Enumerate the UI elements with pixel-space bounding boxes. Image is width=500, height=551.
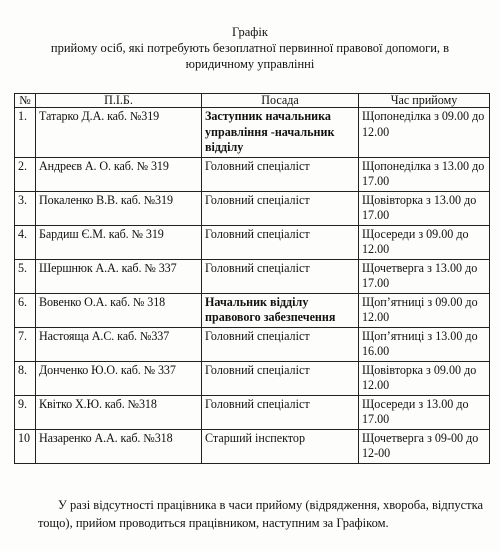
cell-position: Головний спеціаліст — [202, 191, 359, 225]
cell-name: Бардиш Є.М. каб. № 319 — [36, 225, 202, 259]
cell-time: Щоп’ятниці з 13.00 до 16.00 — [359, 327, 490, 361]
cell-number: 7. — [15, 327, 36, 361]
cell-time: Щопонеділка з 13.00 до 17.00 — [359, 157, 490, 191]
cell-number: 2. — [15, 157, 36, 191]
table-row — [15, 395, 490, 429]
cell-name: Настояща А.С. каб. №337 — [36, 327, 202, 361]
cell-name: Шершнюк А.А. каб. № 337 — [36, 259, 202, 293]
footer-note: У разі відсутності працівника в часи прийому (відрядження, хвороба, відпустка тощо), прийом проводиться працівником, наступним за Графіком. — [38, 498, 484, 530]
cell-time: Щоп’ятниці з 09.00 до 12.00 — [359, 293, 490, 327]
table-row — [15, 259, 490, 293]
cell-time: Щосереди з 09.00 до 12.00 — [359, 225, 490, 259]
document-header — [0, 24, 500, 72]
cell-time: Щопонеділка з 09.00 до 12.00 — [359, 108, 490, 158]
cell-name: Андреєв А. О. каб. № 319 — [36, 157, 202, 191]
cell-name: Покаленко В.В. каб. №319 — [36, 191, 202, 225]
cell-number: 10 — [15, 429, 36, 463]
cell-name: Назаренко А.А. каб. №318 — [36, 429, 202, 463]
cell-number: 6. — [15, 293, 36, 327]
cell-position: Головний спеціаліст — [202, 157, 359, 191]
column-header-number: № — [15, 94, 36, 108]
table-row — [15, 157, 490, 191]
cell-time: Щосереди з 13.00 до 17.00 — [359, 395, 490, 429]
cell-position: Головний спеціаліст — [202, 259, 359, 293]
cell-time: Щочетверга з 09-00 до 12-00 — [359, 429, 490, 463]
document-subtitle-line2: юридичному управлінні — [185, 57, 315, 71]
table-row — [15, 361, 490, 395]
cell-position: Головний спеціаліст — [202, 395, 359, 429]
cell-number: 1. — [15, 108, 36, 158]
cell-number: 4. — [15, 225, 36, 259]
cell-time: Щочетверга з 13.00 до 17.00 — [359, 259, 490, 293]
table-row — [15, 225, 490, 259]
column-header-position: Посада — [202, 94, 359, 108]
column-header-name: П.І.Б. — [36, 94, 202, 108]
cell-name: Вовенко О.А. каб. № 318 — [36, 293, 202, 327]
cell-time: Щовівторка з 09.00 до 12.00 — [359, 361, 490, 395]
table-header-row — [15, 94, 490, 108]
reception-schedule-table — [14, 93, 490, 464]
cell-position: Начальник відділу правового забезпечення — [202, 293, 359, 327]
table-row — [15, 327, 490, 361]
column-header-time: Час прийому — [359, 94, 490, 108]
cell-position: Заступник начальника управління -начальник відділу — [202, 108, 359, 158]
cell-position: Головний спеціаліст — [202, 361, 359, 395]
cell-number: 9. — [15, 395, 36, 429]
cell-number: 3. — [15, 191, 36, 225]
cell-position: Головний спеціаліст — [202, 327, 359, 361]
table-row — [15, 293, 490, 327]
cell-name: Донченко Ю.О. каб. № 337 — [36, 361, 202, 395]
cell-position: Старший інспектор — [202, 429, 359, 463]
document-title: Графік — [232, 25, 268, 39]
cell-number: 8. — [15, 361, 36, 395]
table-row — [15, 108, 490, 158]
cell-name: Квітко Х.Ю. каб. №318 — [36, 395, 202, 429]
table-row — [15, 429, 490, 463]
document-subtitle-line1: прийому осіб, які потребують безоплатної первинної правової допомоги, в — [50, 41, 450, 55]
cell-name: Татарко Д.А. каб. №319 — [36, 108, 202, 158]
table-body — [15, 108, 490, 464]
cell-number: 5. — [15, 259, 36, 293]
table-row — [15, 191, 490, 225]
cell-position: Головний спеціаліст — [202, 225, 359, 259]
cell-time: Щовівторка з 13.00 до 17.00 — [359, 191, 490, 225]
